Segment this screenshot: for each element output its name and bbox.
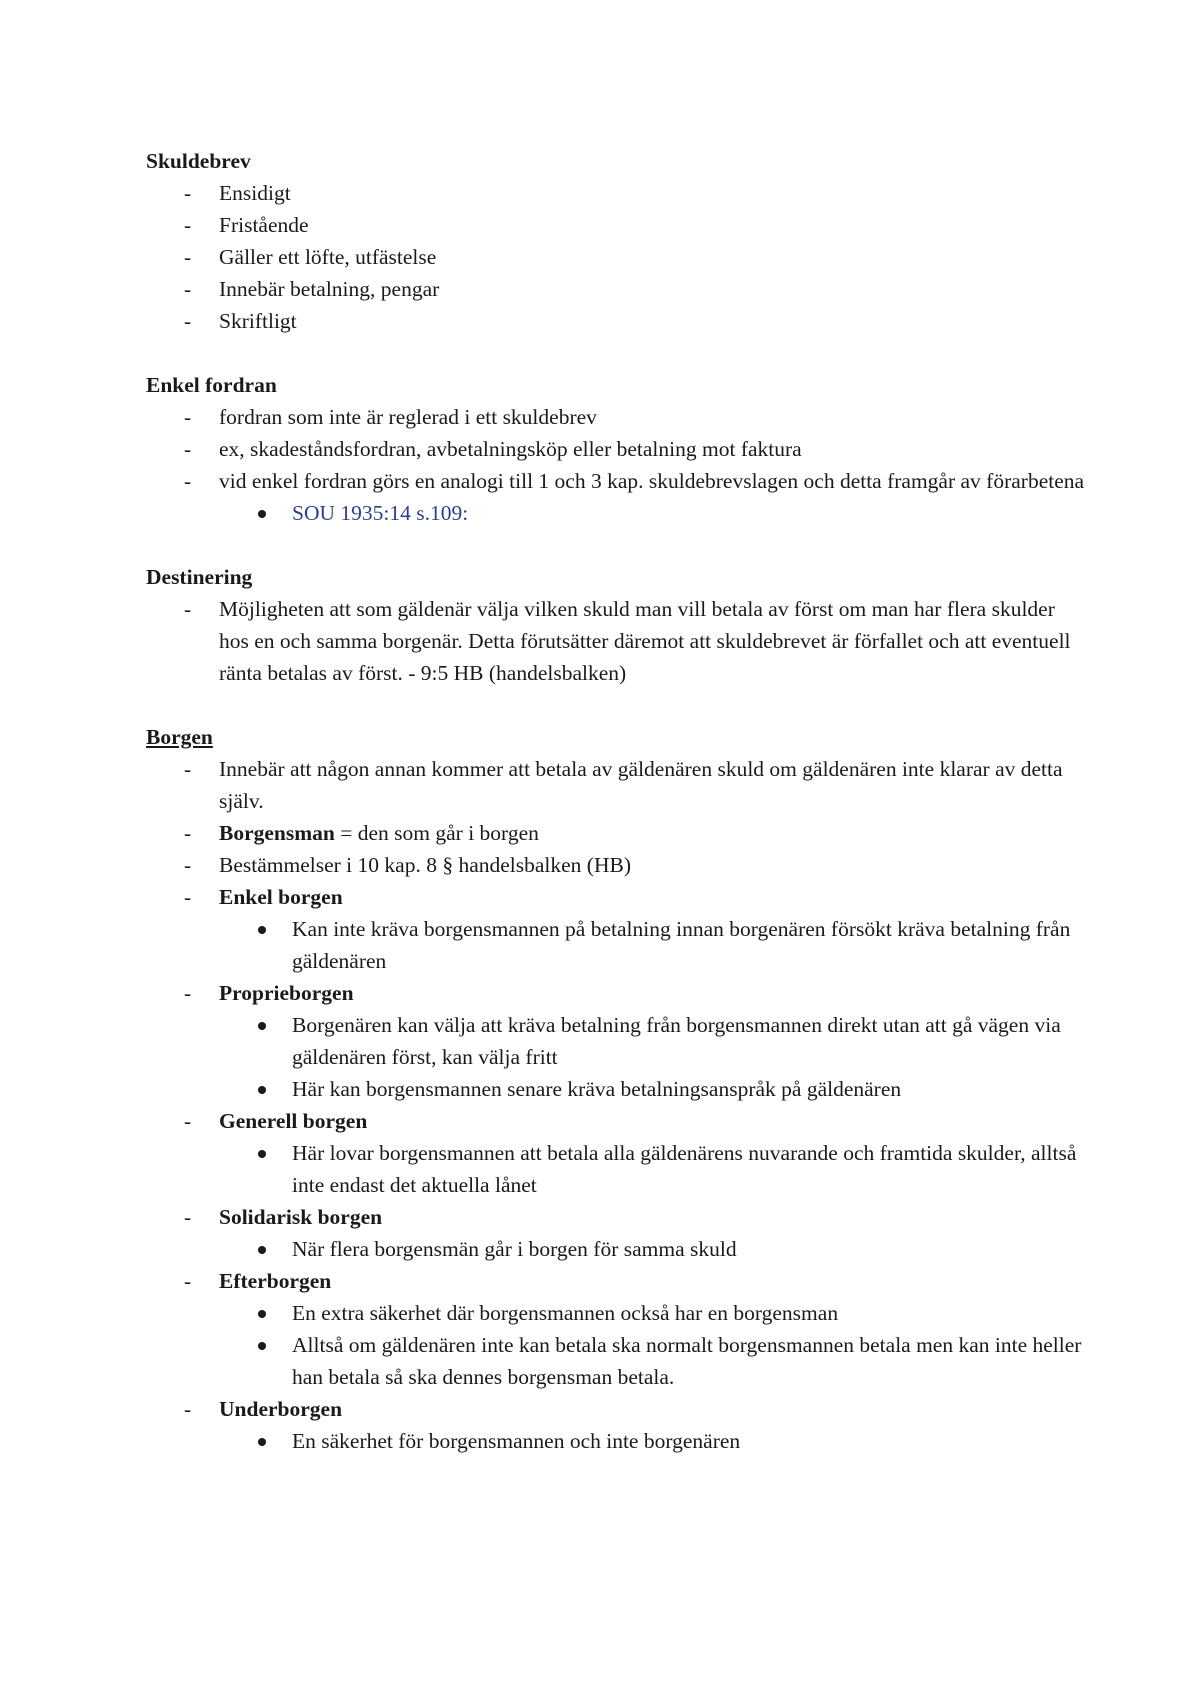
dash-marker: - [184, 309, 192, 333]
section-destinering [146, 561, 1086, 689]
heading-skuldebrev: Skuldebrev [146, 149, 251, 173]
list-item-proprieborgen: - Proprieborgen [146, 977, 1086, 1009]
dash-marker: - [184, 885, 192, 909]
sub-list-item [146, 497, 1086, 529]
sub-list-item: En extra säkerhet där borgensmannen också har en borgensman [146, 1297, 1086, 1329]
bullet-marker [258, 1310, 266, 1318]
dash-marker: - [184, 853, 192, 877]
section-borgen [146, 721, 1086, 1457]
bullet-marker [258, 1342, 266, 1350]
list-item-generell-borgen: - Generell borgen [146, 1105, 1086, 1137]
bullet-marker [258, 1150, 266, 1158]
heading-enkel-fordran: Enkel fordran [146, 373, 277, 397]
list-item [146, 817, 1086, 849]
sub-list-item: En säkerhet för borgensmannen och inte borgenären [146, 1425, 1086, 1457]
dash-marker: - [184, 437, 192, 461]
dash-marker: - [184, 245, 192, 269]
dash-marker: - [184, 821, 192, 845]
term-definition: = den som går i borgen [334, 821, 539, 845]
dash-marker: - [184, 469, 192, 493]
sub-list-item: Här lovar borgensmannen att betala alla gäldenärens nuvarande och framtida skulder, alltså inte endast det aktuella lånet [146, 1137, 1086, 1201]
reference-link[interactable]: SOU 1935:14 s.109: [292, 501, 469, 525]
heading-destinering: Destinering [146, 565, 253, 589]
sub-list-item: Kan inte kräva borgensmannen på betalning innan borgenären försökt kräva betalning från gäldenären [146, 913, 1086, 977]
sub-list-item: Här kan borgensmannen senare kräva betalningsanspråk på gäldenären [146, 1073, 1086, 1105]
list-item-enkel-borgen: - Enkel borgen [146, 881, 1086, 913]
list-item: - Innebär betalning, pengar [146, 273, 1086, 305]
dash-marker: - [184, 1109, 192, 1133]
list-item: - Gäller ett löfte, utfästelse [146, 241, 1086, 273]
dash-marker: - [184, 213, 192, 237]
dash-marker: - [184, 277, 192, 301]
document-page [146, 145, 1086, 1457]
bullet-marker [258, 510, 266, 518]
sub-list-item: Borgenären kan välja att kräva betalning från borgensmannen direkt utan att gå vägen via gäldenären först, kan välja fritt [146, 1009, 1086, 1073]
bullet-marker [258, 1022, 266, 1030]
list-item: - Fristående [146, 209, 1086, 241]
list-item: - fordran som inte är reglerad i ett skuldebrev [146, 401, 1086, 433]
dash-marker: - [184, 405, 192, 429]
dash-marker: - [184, 757, 192, 781]
sub-list-item: Alltså om gäldenären inte kan betala ska normalt borgensmannen betala men kan inte heller han betala så ska dennes borgensman betala. [146, 1329, 1086, 1393]
dash-marker: - [184, 1397, 192, 1421]
list-item: - Skriftligt [146, 305, 1086, 337]
bullet-marker [258, 1246, 266, 1254]
sub-list-item: När flera borgensmän går i borgen för samma skuld [146, 1233, 1086, 1265]
section-skuldebrev [146, 145, 1086, 337]
dash-marker: - [184, 1269, 192, 1293]
bullet-marker [258, 1086, 266, 1094]
dash-marker: - [184, 181, 192, 205]
term-borgensman: Borgensman [219, 821, 335, 845]
list-item: - Ensidigt [146, 177, 1086, 209]
list-item: - Innebär att någon annan kommer att betala av gäldenären skuld om gäldenären inte klarar av detta själv. [146, 753, 1086, 817]
heading-borgen: Borgen [146, 725, 213, 749]
dash-marker: - [184, 1205, 192, 1229]
dash-marker: - [184, 597, 192, 621]
list-item-underborgen: - Underborgen [146, 1393, 1086, 1425]
list-item-solidarisk-borgen: - Solidarisk borgen [146, 1201, 1086, 1233]
list-item: - Bestämmelser i 10 kap. 8 § handelsbalken (HB) [146, 849, 1086, 881]
list-item-efterborgen: - Efterborgen [146, 1265, 1086, 1297]
section-enkel-fordran [146, 369, 1086, 529]
bullet-marker [258, 926, 266, 934]
list-item: - ex, skadeståndsfordran, avbetalningsköp eller betalning mot faktura [146, 433, 1086, 465]
list-item: - Möjligheten att som gäldenär välja vilken skuld man vill betala av först om man har flera skulder hos en och samma borgenär. Detta förutsätter däremot att skuldebrevet är förfallet och att eventuell ränta betalas av först. - 9:5 HB (handelsbalken) [146, 593, 1086, 689]
dash-marker: - [184, 981, 192, 1005]
list-item: - vid enkel fordran görs en analogi till 1 och 3 kap. skuldebrevslagen och detta framgår av förarbetena [146, 465, 1086, 497]
bullet-marker [258, 1438, 266, 1446]
